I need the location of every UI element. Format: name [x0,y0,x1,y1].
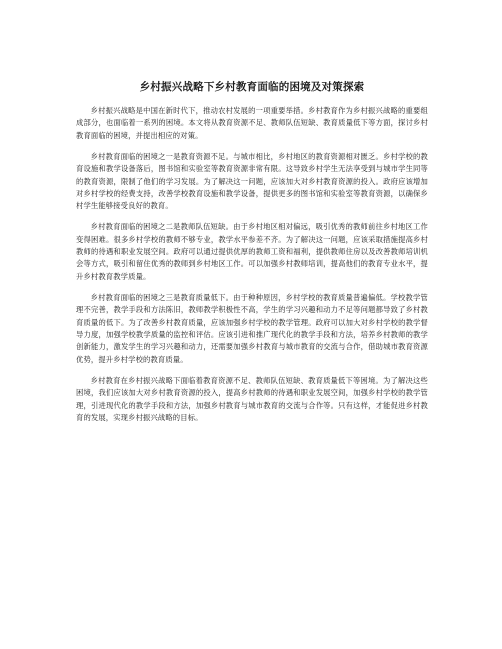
paragraph-teachers: 乡村教育面临的困境之二是教师队伍短缺。由于乡村地区相对偏远，吸引优秀的教师前往乡村地区工作变得困难。很多乡村学校的教师不够专业，教学水平参差不齐。为了解决这一问题，应该采取措施提高乡村教师的待遇和职业发展空间。政府可以通过提供优厚的教师工资和福利，提供教师住房以及改善教师培训机会等方式，吸引和留住优秀的教师到乡村地区工作。可以加强乡村教师培训，提高他们的教育专业水平，提升乡村教育教学质量。 [76,222,428,281]
paragraph-quality: 乡村教育面临的困境之三是教育质量低下。由于种种原因，乡村学校的教育质量普遍偏低。学校教学管理不完善，教学手段和方法陈旧，教师教学积极性不高，学生的学习兴趣和动力不足等问题都导致了乡村教育质量的低下。为了改善乡村教育质量，应该加强乡村学校的教学管理。政府可以加大对乡村学校的教学督导力度，加强学校教学质量的监控和评估。应该引进和推广现代化的教学手段和方法，培养乡村教师的教学创新能力，激发学生的学习兴趣和动力，还需要加强乡村教育与城市教育的交流与合作，借助城市教育资源优势，提升乡村学校的教育质量。 [76,292,428,364]
document-title: 乡村振兴战略下乡村教育面临的困境及对策探索 [139,81,365,93]
document-page [76,80,428,433]
paragraph-intro: 乡村振兴战略是中国在新时代下，推动农村发展的一项重要举措。乡村教育作为乡村振兴战略的重要组成部分，也面临着一系列的困境。本文将从教育资源不足、教师队伍短缺、教育质量低下等方面，探讨乡村教育面临的困境，并提出相应的对策。 [76,106,428,140]
paragraph-resources: 乡村教育面临的困境之一是教育资源不足。与城市相比，乡村地区的教育资源相对匮乏。乡村学校的教育设施和教学设备落后，图书馆和实验室等教育资源非常有限。这导致乡村学生无法享受到与城市学生同等的教育资源，限制了他们的学习发展。为了解决这一问题，应该加大对乡村教育资源的投入。政府应该增加对乡村学校的经费支持，改善学校教育设施和教学设备，提供更多的图书馆和实验室等教育资源，以确保乡村学生能够接受良好的教育。 [76,151,428,211]
paragraph-conclusion: 乡村教育在乡村振兴战略下面临着教育资源不足、教师队伍短缺、教育质量低下等困境。为了解决这些困境，我们应该加大对乡村教育资源的投入，提高乡村教师的待遇和职业发展空间，加强乡村学校的教学管理，引进现代化的教学手段和方法，加强乡村教育与城市教育的交流与合作等。只有这样，才能促进乡村教育的发展，实现乡村振兴战略的目标。 [76,375,428,422]
